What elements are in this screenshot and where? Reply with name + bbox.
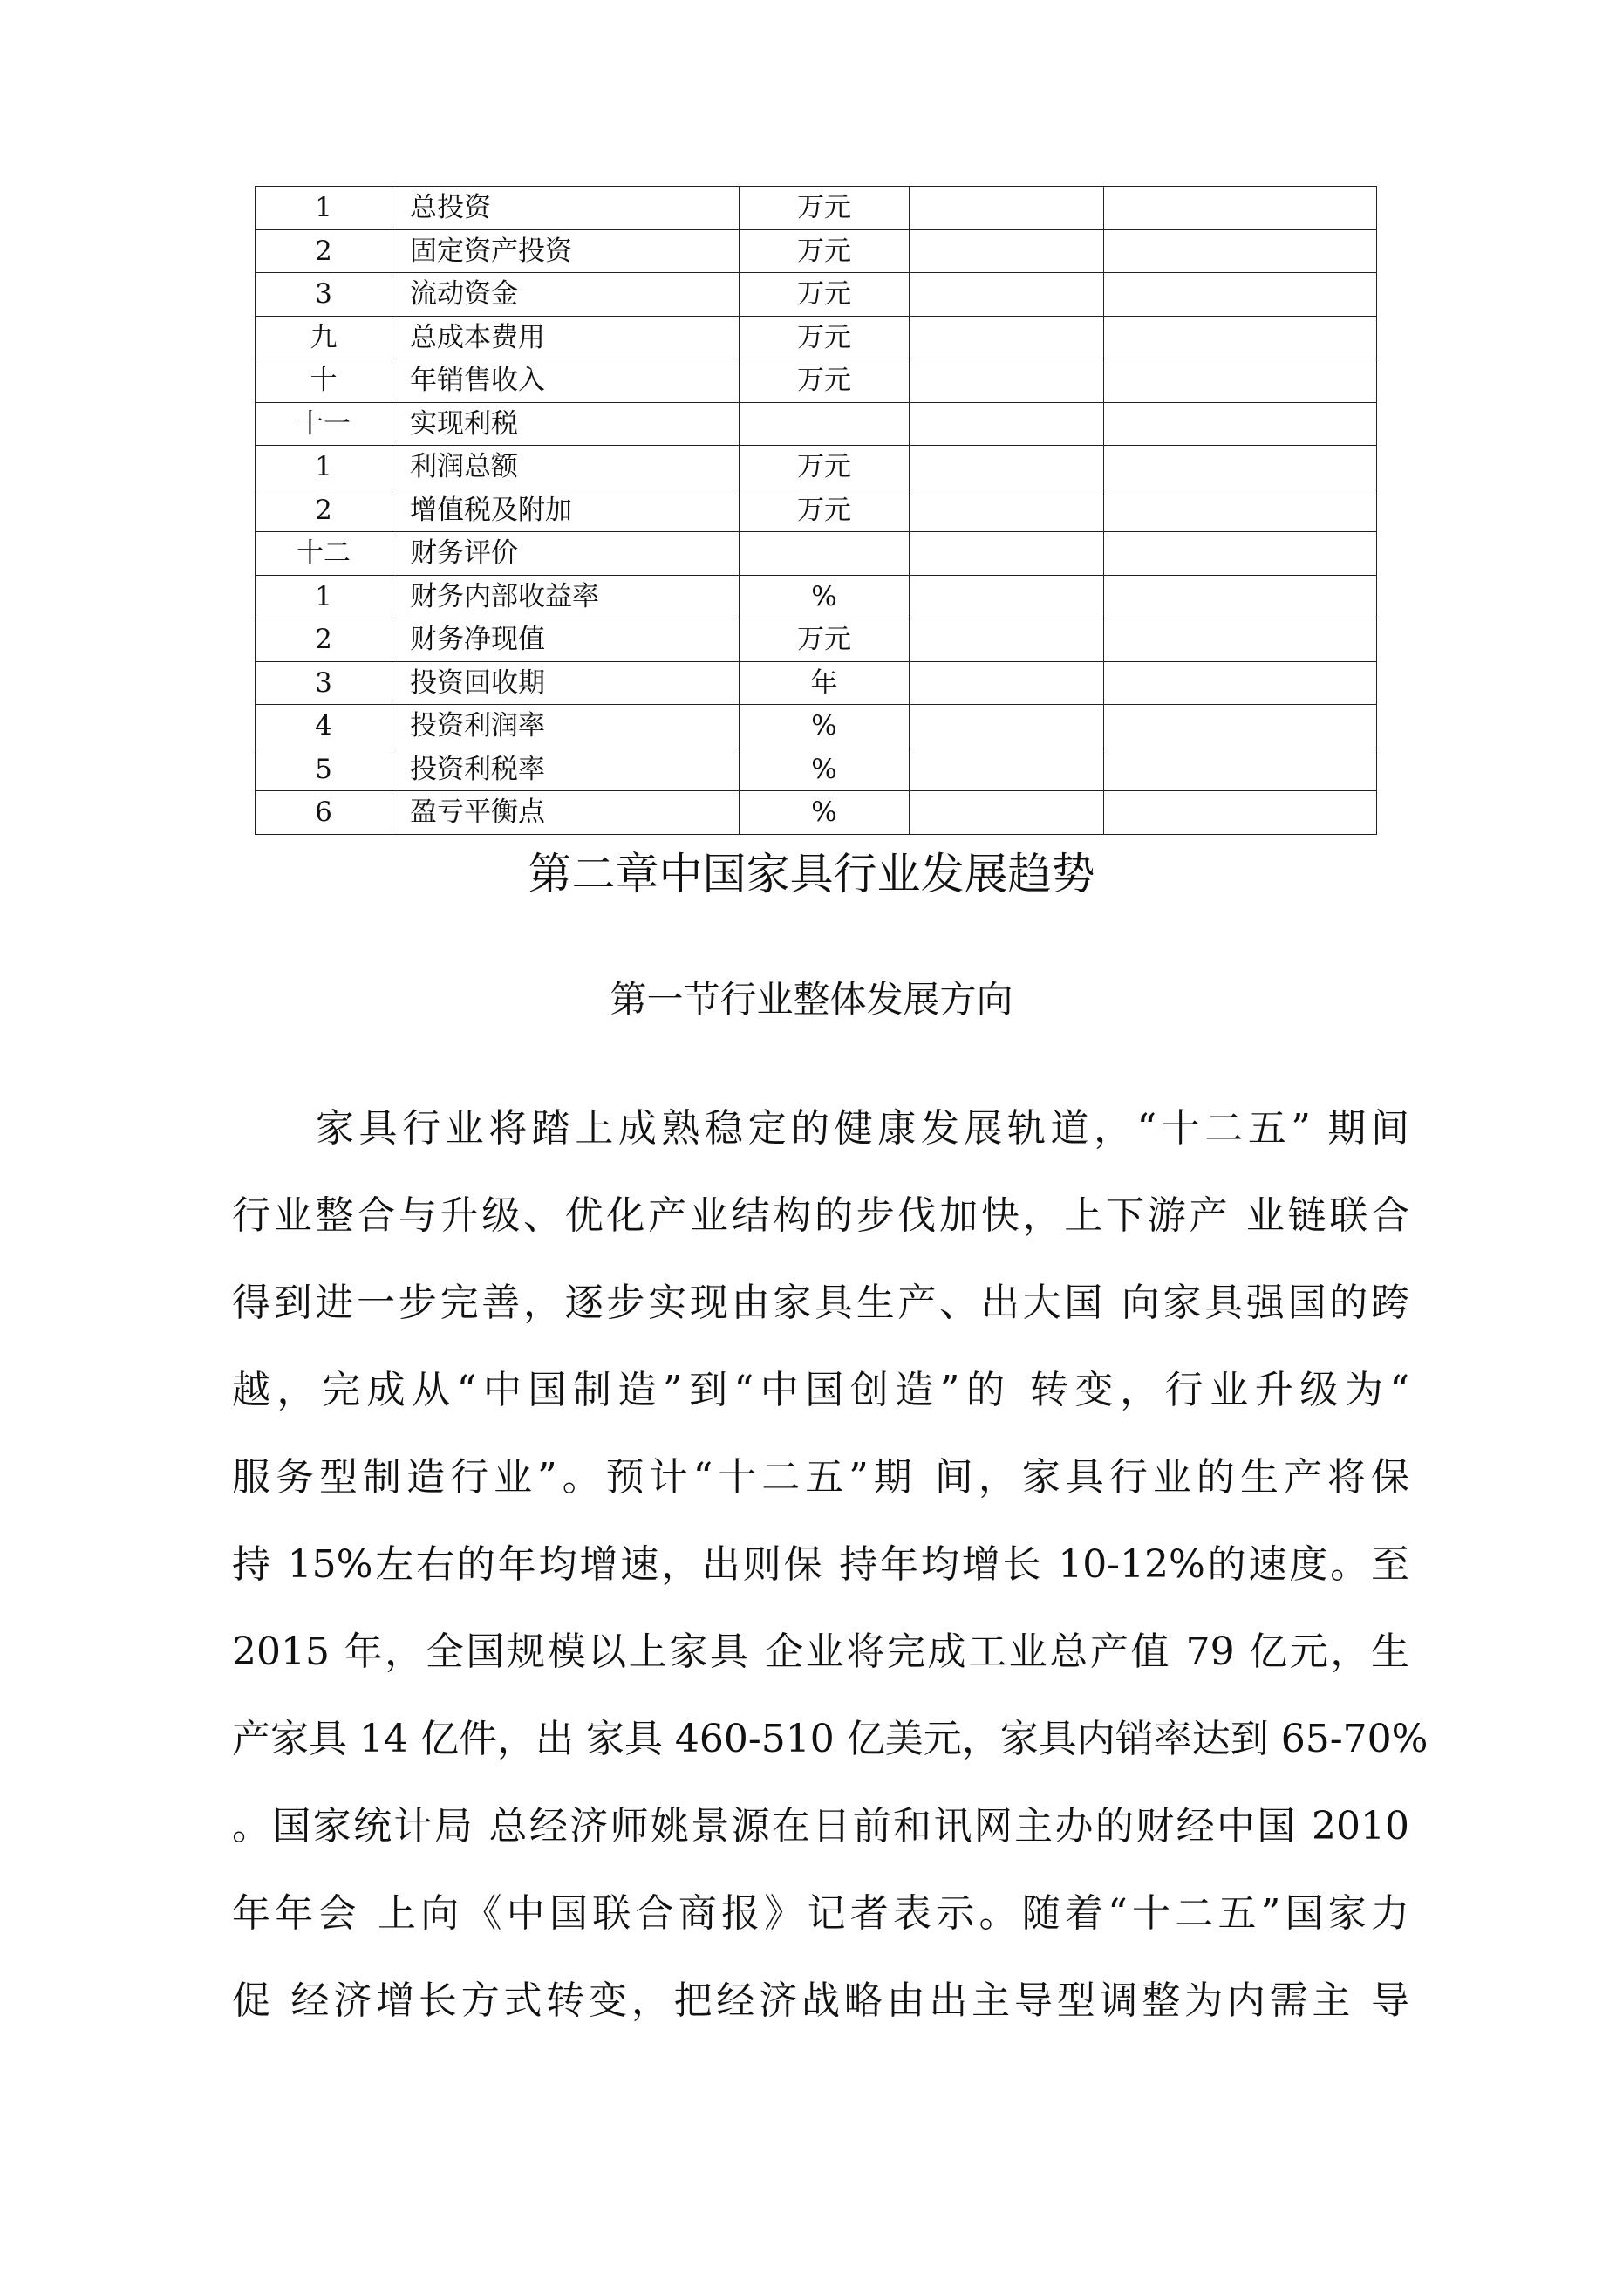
section-title: 第一节行业整体发展方向 xyxy=(610,978,1013,1021)
table-row xyxy=(256,229,1377,273)
row-number-cell: 2 xyxy=(256,618,392,662)
unit-cell: % xyxy=(740,575,910,618)
item-name-cell: 投资利税率 xyxy=(392,748,740,791)
paragraph-line: 越，完成从“中国制造”到“中国创造”的 转变，行业升级为“ xyxy=(232,1368,1409,1412)
value-cell xyxy=(1104,446,1377,489)
value-cell xyxy=(1104,402,1377,446)
table-row xyxy=(256,273,1377,317)
item-name-cell: 财务净现值 xyxy=(392,618,740,662)
row-number-cell: 5 xyxy=(256,748,392,791)
financial-indicator-table xyxy=(255,186,1377,835)
value-cell xyxy=(1104,532,1377,576)
unit-cell: 万元 xyxy=(740,229,910,273)
value-cell xyxy=(910,273,1104,317)
value-cell xyxy=(1104,489,1377,532)
table-row xyxy=(256,748,1377,791)
chapter-title: 第二章中国家具行业发展趋势 xyxy=(528,849,1095,899)
value-cell xyxy=(1104,187,1377,230)
item-name-cell: 财务内部收益率 xyxy=(392,575,740,618)
unit-cell: % xyxy=(740,748,910,791)
unit-cell: 万元 xyxy=(740,446,910,489)
value-cell xyxy=(910,489,1104,532)
value-cell xyxy=(910,316,1104,359)
table-row xyxy=(256,316,1377,359)
paragraph-line: 服务型制造行业”。预计“十二五”期 间，家具行业的生产将保 xyxy=(232,1455,1409,1500)
row-number-cell: 2 xyxy=(256,229,392,273)
unit-cell: 万元 xyxy=(740,316,910,359)
table-row xyxy=(256,359,1377,403)
item-name-cell: 固定资产投资 xyxy=(392,229,740,273)
row-number-cell: 3 xyxy=(256,661,392,705)
row-number-cell: 十二 xyxy=(256,532,392,576)
table-body xyxy=(256,187,1377,835)
unit-cell: 万元 xyxy=(740,187,910,230)
value-cell xyxy=(910,532,1104,576)
item-name-cell: 利润总额 xyxy=(392,446,740,489)
unit-cell: % xyxy=(740,705,910,748)
paragraph-line: 产家具 14 亿件，出 家具 460-510 亿美元，家具内销率达到 65-70% xyxy=(232,1717,1429,1761)
table-row xyxy=(256,446,1377,489)
unit-cell xyxy=(740,402,910,446)
value-cell xyxy=(910,446,1104,489)
item-name-cell: 投资回收期 xyxy=(392,661,740,705)
paragraph-line: 得到进一步完善，逐步实现由家具生产、出大国 向家具强国的跨 xyxy=(232,1281,1409,1325)
table-row xyxy=(256,575,1377,618)
unit-cell: % xyxy=(740,791,910,835)
item-name-cell: 财务评价 xyxy=(392,532,740,576)
item-name-cell: 流动资金 xyxy=(392,273,740,317)
row-number-cell: 1 xyxy=(256,575,392,618)
item-name-cell: 年销售收入 xyxy=(392,359,740,403)
item-name-cell: 总投资 xyxy=(392,187,740,230)
row-number-cell: 4 xyxy=(256,705,392,748)
unit-cell xyxy=(740,532,910,576)
paragraph-line: 促 经济增长方式转变，把经济战略由出主导型调整为内需主 导 xyxy=(232,1978,1409,2023)
value-cell xyxy=(1104,791,1377,835)
row-number-cell: 1 xyxy=(256,446,392,489)
row-number-cell: 1 xyxy=(256,187,392,230)
table-row xyxy=(256,618,1377,662)
item-name-cell: 总成本费用 xyxy=(392,316,740,359)
value-cell xyxy=(1104,229,1377,273)
value-cell xyxy=(910,187,1104,230)
row-number-cell: 3 xyxy=(256,273,392,317)
row-number-cell: 6 xyxy=(256,791,392,835)
paragraph-line: 持 15%左右的年均增速，出则保 持年均增长 10-12%的速度。至 xyxy=(232,1542,1409,1587)
unit-cell: 万元 xyxy=(740,489,910,532)
value-cell xyxy=(910,791,1104,835)
row-number-cell: 2 xyxy=(256,489,392,532)
unit-cell: 万元 xyxy=(740,273,910,317)
unit-cell: 万元 xyxy=(740,359,910,403)
row-number-cell: 十 xyxy=(256,359,392,403)
value-cell xyxy=(1104,575,1377,618)
table-row xyxy=(256,187,1377,230)
table-row xyxy=(256,489,1377,532)
value-cell xyxy=(1104,359,1377,403)
value-cell xyxy=(910,661,1104,705)
paragraph-line: 年年会 上向《中国联合商报》记者表示。随着“十二五”国家力 xyxy=(232,1891,1409,1936)
item-name-cell: 投资利润率 xyxy=(392,705,740,748)
table-row xyxy=(256,705,1377,748)
paragraph-line: 。国家统计局 总经济师姚景源在日前和讯网主办的财经中国 2010 xyxy=(232,1804,1409,1848)
value-cell xyxy=(1104,661,1377,705)
table-row xyxy=(256,402,1377,446)
table-row xyxy=(256,791,1377,835)
table-row xyxy=(256,532,1377,576)
unit-cell: 年 xyxy=(740,661,910,705)
value-cell xyxy=(1104,748,1377,791)
value-cell xyxy=(910,748,1104,791)
value-cell xyxy=(910,402,1104,446)
body-paragraph xyxy=(232,1085,1429,2045)
item-name-cell: 增值税及附加 xyxy=(392,489,740,532)
value-cell xyxy=(1104,705,1377,748)
value-cell xyxy=(910,618,1104,662)
paragraph-line: 家具行业将踏上成熟稳定的健康发展轨道，“十二五” 期间 xyxy=(316,1106,1409,1151)
item-name-cell: 实现利税 xyxy=(392,402,740,446)
value-cell xyxy=(910,359,1104,403)
row-number-cell: 九 xyxy=(256,316,392,359)
paragraph-line: 行业整合与升级、优化产业结构的步伐加快，上下游产 业链联合 xyxy=(232,1193,1409,1238)
item-name-cell: 盈亏平衡点 xyxy=(392,791,740,835)
paragraph-line: 2015 年，全国规模以上家具 企业将完成工业总产值 79 亿元，生 xyxy=(232,1630,1409,1674)
value-cell xyxy=(1104,273,1377,317)
table-row xyxy=(256,661,1377,705)
row-number-cell: 十一 xyxy=(256,402,392,446)
unit-cell: 万元 xyxy=(740,618,910,662)
value-cell xyxy=(1104,316,1377,359)
value-cell xyxy=(1104,618,1377,662)
value-cell xyxy=(910,705,1104,748)
value-cell xyxy=(910,575,1104,618)
value-cell xyxy=(910,229,1104,273)
